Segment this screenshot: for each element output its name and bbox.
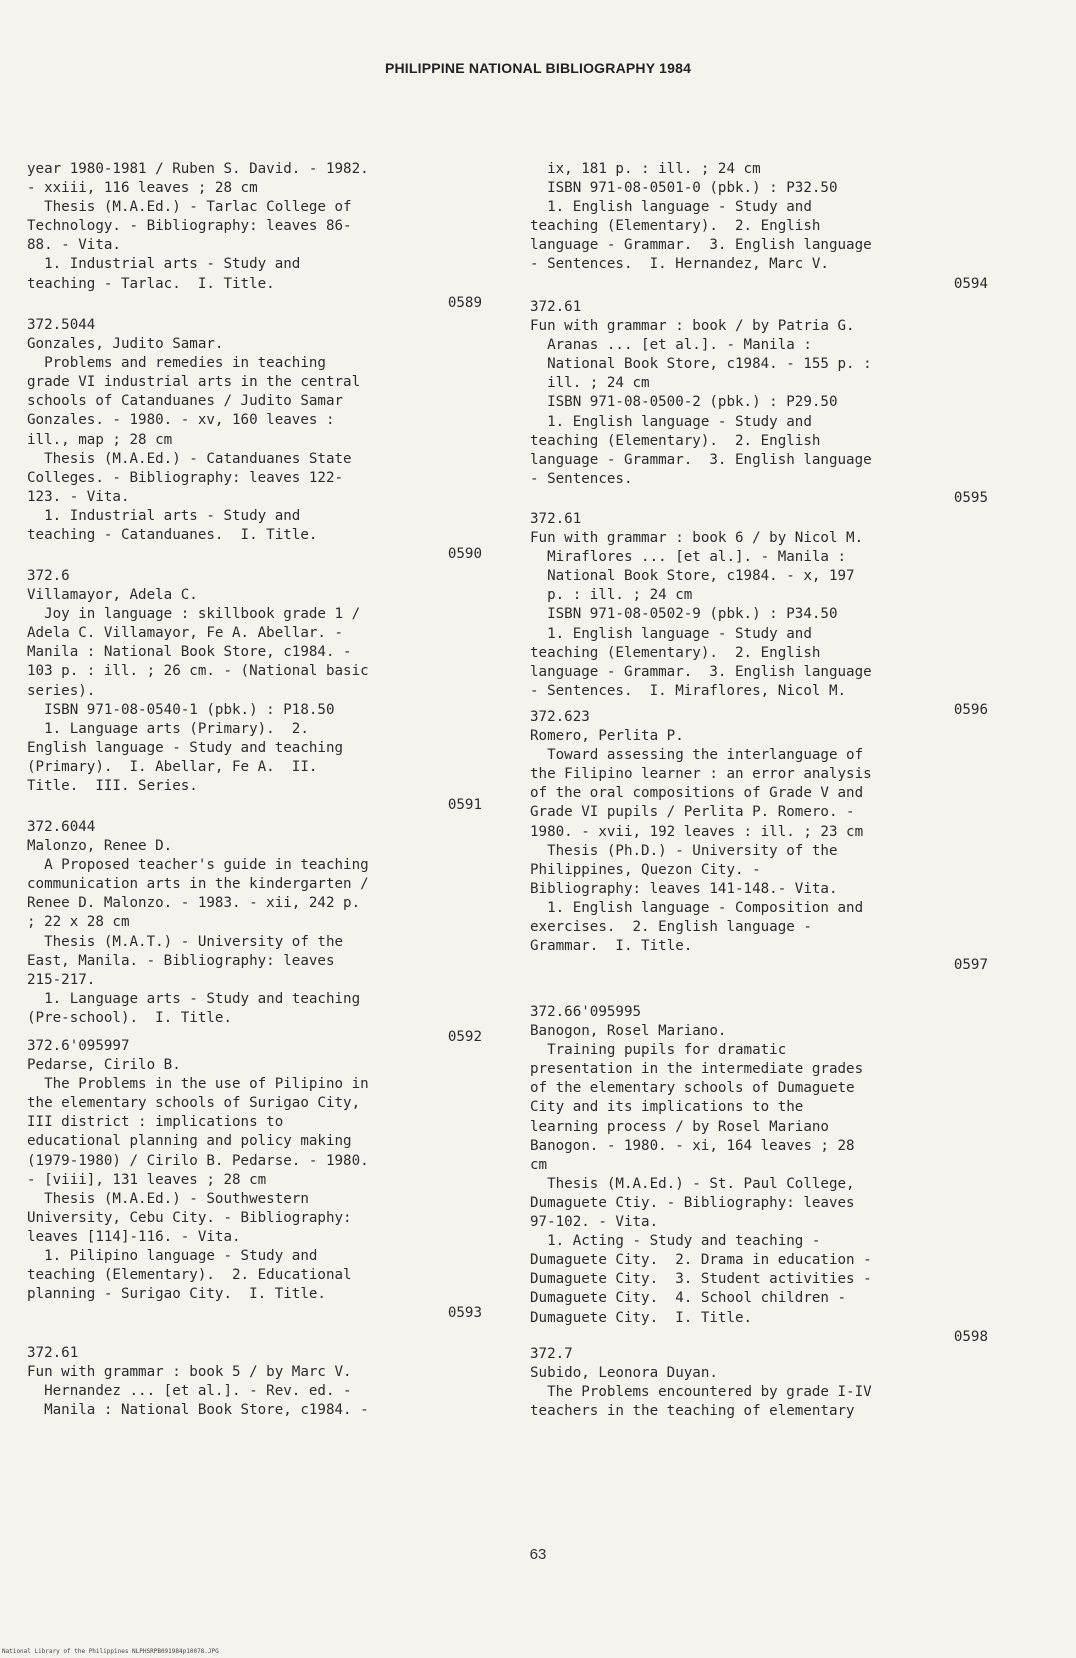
entry-number: 0594 bbox=[953, 275, 988, 292]
entry-line: - xxiii, 116 leaves ; 28 cm bbox=[27, 180, 258, 197]
bibliography-entry bbox=[530, 1003, 988, 1347]
entry-line: Philippines, Quezon City. - bbox=[530, 861, 761, 878]
entry-line: The Problems in the use of Pilipino in bbox=[27, 1076, 369, 1093]
entry-line: National Book Store, c1984. - x, 197 bbox=[530, 568, 855, 585]
bibliography-entry bbox=[530, 510, 988, 720]
entry-line: Hernandez ... [et al.]. - Rev. ed. - bbox=[27, 1383, 352, 1400]
entry-line: 372.7 bbox=[530, 1346, 573, 1362]
entry-line: 88. - Vita. bbox=[27, 237, 121, 254]
entry-line: Villamayor, Adela C. bbox=[27, 587, 198, 604]
entry-line: teaching - Catanduanes. I. Title. bbox=[27, 527, 318, 544]
entry-line: (1979-1980) / Cirilo B. Pedarse. - 1980. bbox=[27, 1152, 369, 1169]
entry-line: of the oral compositions of Grade V and bbox=[530, 785, 864, 802]
entry-line: 372.61 bbox=[530, 511, 582, 527]
entry-line: Banogon, Rosel Mariano. bbox=[530, 1023, 727, 1040]
entry-line: 372.5044 bbox=[27, 317, 96, 333]
entry-number: 0593 bbox=[447, 1305, 482, 1322]
entry-line: Thesis (M.A.Ed.) - Southwestern bbox=[27, 1190, 309, 1207]
entry-line: language - Grammar. 3. English language bbox=[530, 451, 872, 468]
entry-line: language - Grammar. 3. English language bbox=[530, 663, 872, 680]
entry-line: 1. Language arts (Primary). 2. bbox=[27, 720, 309, 737]
entry-line: East, Manila. - Bibliography: leaves bbox=[27, 952, 335, 969]
bibliography-entry bbox=[530, 1345, 872, 1421]
entry-line: leaves [114]-116. - Vita. bbox=[27, 1228, 241, 1245]
entry-line: 372.6044 bbox=[27, 819, 96, 835]
entry-line: Miraflores ... [et al.]. - Manila : bbox=[530, 549, 847, 566]
entry-line: Joy in language : skillbook grade 1 / bbox=[27, 606, 361, 623]
entry-line: Fun with grammar : book 5 / by Marc V. bbox=[27, 1364, 352, 1381]
entry-line: National Book Store, c1984. - 155 p. : bbox=[530, 356, 872, 373]
entry-line: 215-217. bbox=[27, 971, 96, 988]
entry-line: teachers in the teaching of elementary bbox=[530, 1403, 855, 1420]
entry-line: 1. Pilipino language - Study and bbox=[27, 1248, 318, 1265]
entry-line: Dumaguete Ctiy. - Bibliography: leaves bbox=[530, 1194, 855, 1211]
entry-line: learning process / by Rosel Mariano bbox=[530, 1118, 829, 1135]
entry-line: 1. Acting - Study and teaching - bbox=[530, 1233, 821, 1250]
entry-line: Dumaguete City. 2. Drama in education - bbox=[530, 1252, 872, 1269]
bibliography-entry bbox=[27, 160, 482, 313]
entry-line: Dumaguete City. 3. Student activities - bbox=[530, 1271, 872, 1288]
entry-line: 1. Industrial arts - Study and bbox=[27, 507, 301, 524]
entry-line: ISBN 971-08-0500-2 (pbk.) : P29.50 bbox=[530, 394, 838, 411]
entry-line: Toward assessing the interlanguage of bbox=[530, 747, 864, 764]
entry-line: 1980. - xvii, 192 leaves : ill. ; 23 cm bbox=[530, 823, 864, 840]
entry-line: 123. - Vita. bbox=[27, 488, 130, 505]
entry-line: Thesis (M.A.T.) - University of the bbox=[27, 933, 344, 950]
entry-number: 0591 bbox=[447, 797, 482, 814]
entry-line: 1. English language - Study and bbox=[530, 413, 812, 430]
entry-line: Aranas ... [et al.]. - Manila : bbox=[530, 337, 812, 354]
bibliography-entry bbox=[27, 567, 482, 815]
entry-line: 1. English language - Composition and bbox=[530, 899, 864, 916]
entry-line: Thesis (M.A.Ed.) - St. Paul College, bbox=[530, 1175, 855, 1192]
entry-line: language - Grammar. 3. English language bbox=[530, 237, 872, 254]
entry-line: - [viii], 131 leaves ; 28 cm bbox=[27, 1171, 267, 1188]
entry-line: III district : implications to bbox=[27, 1114, 284, 1131]
page-number: 63 bbox=[529, 1546, 547, 1563]
entry-line: Manila : National Book Store, c1984. - bbox=[27, 644, 352, 661]
entry-line: ; 22 x 28 cm bbox=[27, 914, 130, 931]
bibliography-entry bbox=[27, 1344, 369, 1420]
entry-line: Fun with grammar : book 6 / by Nicol M. bbox=[530, 530, 864, 547]
entry-line: English language - Study and teaching bbox=[27, 739, 344, 756]
entry-line: 372.623 bbox=[530, 709, 590, 725]
entry-line: educational planning and policy making bbox=[27, 1133, 352, 1150]
entry-number: 0590 bbox=[447, 546, 482, 563]
entry-line: 97-102. - Vita. bbox=[530, 1214, 659, 1231]
entry-number: 0596 bbox=[953, 701, 988, 718]
entry-line: Dumaguete City. I. Title. bbox=[530, 1309, 753, 1326]
entry-line: 1. English language - Study and bbox=[530, 625, 812, 642]
entry-line: p. : ill. ; 24 cm bbox=[530, 587, 693, 604]
entry-line: City and its implications to the bbox=[530, 1099, 804, 1116]
entry-line: Colleges. - Bibliography: leaves 122- bbox=[27, 469, 344, 486]
entry-line: Technology. - Bibliography: leaves 86- bbox=[27, 218, 352, 235]
entry-line: Thesis (M.A.Ed.) - Catanduanes State bbox=[27, 450, 352, 467]
entry-line: Renee D. Malonzo. - 1983. - xii, 242 p. bbox=[27, 895, 361, 912]
entry-line: teaching (Elementary). 2. English bbox=[530, 218, 821, 235]
entry-line: year 1980-1981 / Ruben S. David. - 1982. bbox=[27, 161, 369, 177]
entry-line: Training pupils for dramatic bbox=[530, 1042, 787, 1059]
entry-line: teaching (Elementary). 2. Educational bbox=[27, 1267, 352, 1284]
entry-number: 0595 bbox=[953, 489, 988, 506]
entry-number: 0598 bbox=[953, 1328, 988, 1345]
entry-line: - Sentences. bbox=[530, 470, 633, 487]
entry-line: Romero, Perlita P. bbox=[530, 728, 684, 745]
entry-line: The Problems encountered by grade I-IV bbox=[530, 1384, 872, 1401]
entry-line: 372.6 bbox=[27, 568, 70, 584]
entry-line: grade VI industrial arts in the central bbox=[27, 374, 361, 391]
bibliography-entry bbox=[27, 316, 482, 564]
entry-line: 1. Industrial arts - Study and bbox=[27, 256, 301, 273]
entry-line: communication arts in the kindergarten / bbox=[27, 876, 369, 893]
entry-line: 372.61 bbox=[27, 1345, 79, 1361]
entry-line: Adela C. Villamayor, Fe A. Abellar. - bbox=[27, 625, 344, 642]
entry-line: Gonzales, Judito Samar. bbox=[27, 336, 224, 353]
entry-line: Title. III. Series. bbox=[27, 778, 198, 795]
bibliography-entry bbox=[27, 818, 482, 1047]
entry-line: ill. ; 24 cm bbox=[530, 375, 650, 392]
entry-line: teaching (Elementary). 2. English bbox=[530, 432, 821, 449]
entry-line: planning - Surigao City. I. Title. bbox=[27, 1286, 326, 1303]
entry-line: Bibliography: leaves 141-148.- Vita. bbox=[530, 880, 838, 897]
entry-line: the Filipino learner : an error analysis bbox=[530, 766, 872, 783]
entry-line: of the elementary schools of Dumaguete bbox=[530, 1080, 855, 1097]
entry-line: exercises. 2. English language - bbox=[530, 919, 812, 936]
bibliography-entry bbox=[530, 708, 988, 975]
entry-line: teaching - Tarlac. I. Title. bbox=[27, 275, 275, 292]
entry-number: 0592 bbox=[447, 1029, 482, 1046]
page-header: PHILIPPINE NATIONAL BIBLIOGRAPHY 1984 bbox=[384, 60, 692, 76]
entry-line: Thesis (M.A.Ed.) - Tarlac College of bbox=[27, 199, 352, 216]
entry-line: Dumaguete City. 4. School children - bbox=[530, 1290, 847, 1307]
entry-line: Banogon. - 1980. - xi, 164 leaves ; 28 bbox=[530, 1137, 855, 1154]
entry-line: cm bbox=[530, 1156, 548, 1173]
entry-line: ISBN 971-08-0502-9 (pbk.) : P34.50 bbox=[530, 606, 838, 623]
entry-line: University, Cebu City. - Bibliography: bbox=[27, 1209, 352, 1226]
entry-line: ill., map ; 28 cm bbox=[27, 431, 173, 448]
entry-line: Pedarse, Cirilo B. bbox=[27, 1057, 181, 1074]
entry-line: the elementary schools of Surigao City, bbox=[27, 1095, 361, 1112]
entry-line: (Primary). I. Abellar, Fe A. II. bbox=[27, 758, 318, 775]
entry-line: ix, 181 p. : ill. ; 24 cm bbox=[530, 161, 761, 177]
entry-line: teaching (Elementary). 2. English bbox=[530, 644, 821, 661]
footer-credit: National Library of the Philippines NLPHSRPB091984p10078.JPG bbox=[2, 1648, 219, 1655]
entry-line: presentation in the intermediate grades bbox=[530, 1061, 864, 1078]
entry-line: 372.66'095995 bbox=[530, 1004, 642, 1020]
entry-line: - Sentences. I. Miraflores, Nicol M. bbox=[530, 682, 847, 699]
entry-line: - Sentences. I. Hernandez, Marc V. bbox=[530, 256, 829, 273]
entry-number: 0589 bbox=[447, 294, 482, 311]
entry-line: 372.6'095997 bbox=[27, 1038, 130, 1054]
entry-line: Problems and remedies in teaching bbox=[27, 355, 326, 372]
entry-line: Subido, Leonora Duyan. bbox=[530, 1365, 718, 1382]
entry-line: (Pre-school). I. Title. bbox=[27, 1009, 232, 1026]
entry-line: Gonzales. - 1980. - xv, 160 leaves : bbox=[27, 412, 335, 429]
entry-line: schools of Catanduanes / Judito Samar bbox=[27, 393, 344, 410]
entry-number: 0597 bbox=[953, 957, 988, 974]
bibliography-entry bbox=[27, 1037, 482, 1323]
entry-line: A Proposed teacher's guide in teaching bbox=[27, 857, 369, 874]
entry-line: 103 p. : ill. ; 26 cm. - (National basic bbox=[27, 663, 369, 680]
entry-line: 1. English language - Study and bbox=[530, 199, 812, 216]
entry-line: Malonzo, Renee D. bbox=[27, 838, 173, 855]
entry-line: 1. Language arts - Study and teaching bbox=[27, 990, 361, 1007]
entry-line: ISBN 971-08-0501-0 (pbk.) : P32.50 bbox=[530, 180, 838, 197]
entry-line: series). bbox=[27, 682, 96, 699]
bibliography-entry bbox=[530, 298, 988, 508]
entry-line: Grammar. I. Title. bbox=[530, 938, 693, 955]
entry-line: Manila : National Book Store, c1984. - bbox=[27, 1402, 369, 1419]
entry-line: Grade VI pupils / Perlita P. Romero. - bbox=[530, 804, 855, 821]
entry-line: Fun with grammar : book / by Patria G. bbox=[530, 318, 855, 335]
bibliography-entry bbox=[530, 160, 988, 294]
entry-line: Thesis (Ph.D.) - University of the bbox=[530, 842, 838, 859]
entry-line: 372.61 bbox=[530, 299, 582, 315]
entry-line: ISBN 971-08-0540-1 (pbk.) : P18.50 bbox=[27, 701, 335, 718]
